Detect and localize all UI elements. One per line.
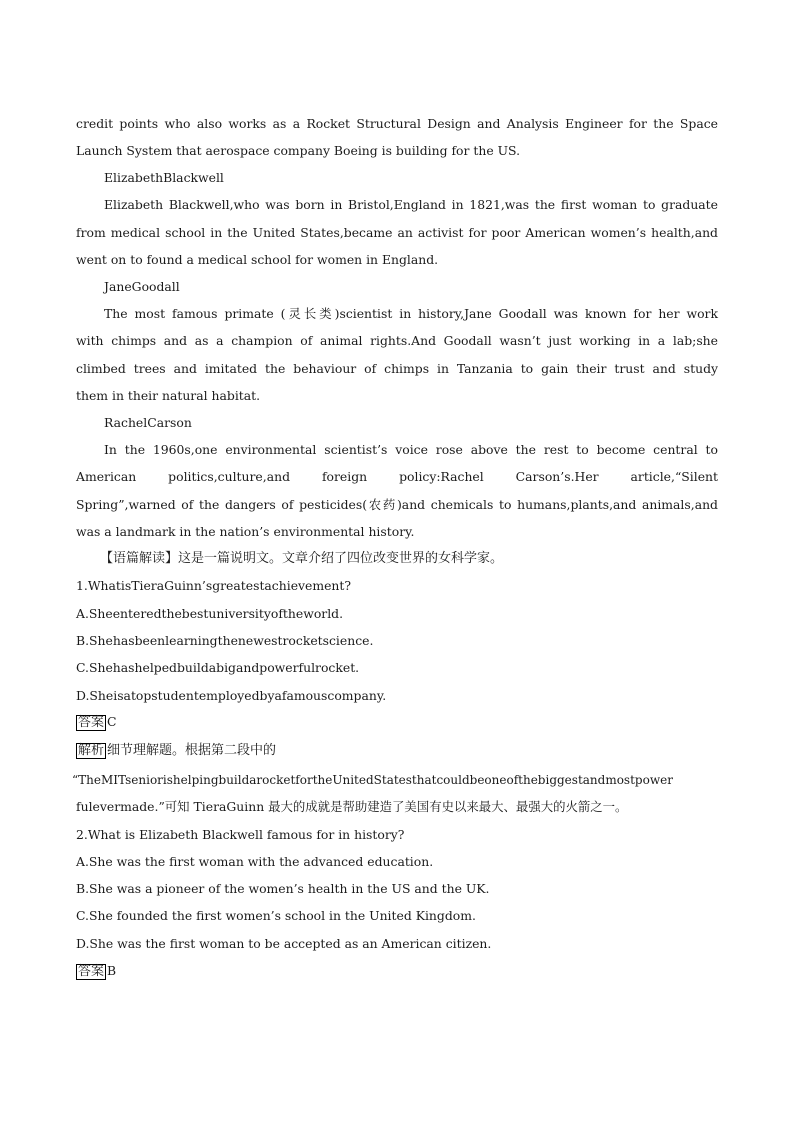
passage-line: In the 1960s,one environmental scientist’s voice rose above the rest to become central to bbox=[104, 442, 718, 457]
question-2: 2.What is Elizabeth Blackwell famous for in history? bbox=[76, 827, 405, 842]
q1-option-d: D.Sheisatopstudentemployedbyafamouscompany. bbox=[76, 688, 387, 703]
q1-analysis bbox=[76, 742, 718, 759]
q2-answer bbox=[76, 963, 718, 980]
passage-line: credit points who also works as a Rocket Structural Design and Analysis Engineer for the Space bbox=[76, 116, 718, 131]
passage-line: went on to found a medical school for women in England. bbox=[76, 252, 439, 267]
scientist-heading-carson: RachelCarson bbox=[104, 415, 192, 430]
analysis-quote: “TheMITseniorishelpingbuildarocketfortheUnitedStatesthatcouldbeoneofthebiggestandmostpower bbox=[72, 773, 673, 787]
answer-label-box: 答案 bbox=[78, 964, 105, 979]
passage-line: climbed trees and imitated the behaviour of chimps in Tanzania to gain their trust and study bbox=[76, 361, 718, 376]
q1-answer bbox=[76, 714, 718, 731]
q2-option-d: D.She was the first woman to be accepted as an American citizen. bbox=[76, 936, 492, 951]
passage-line: Elizabeth Blackwell,who was born in Bristol,England in 1821,was the first woman to graduate bbox=[104, 197, 718, 212]
q2-option-a: A.She was the first woman with the advanced education. bbox=[76, 854, 434, 869]
analysis-text: 细节理解题。根据第二段中的 bbox=[107, 743, 277, 758]
q1-option-c: C.Shehashelpedbuildabigandpowerfulrocket. bbox=[76, 660, 360, 675]
scientist-heading-blackwell: ElizabethBlackwell bbox=[104, 170, 224, 185]
passage-line: them in their natural habitat. bbox=[76, 388, 261, 403]
question-1: 1.WhatisTieraGuinn’sgreatestachievement? bbox=[76, 578, 352, 593]
passage-line: was a landmark in the nation’s environmental history. bbox=[76, 524, 415, 539]
analysis-conclusion: fulevermade.”可知 TieraGuinn 最大的成就是帮助建造了美国有史以来最大、最强大的火箭之一。 bbox=[76, 799, 628, 814]
passage-line: with chimps and as a champion of animal rights.And Goodall wasn’t just working in a lab;she bbox=[76, 333, 718, 348]
q2-option-c: C.She founded the first women’s school in the United Kingdom. bbox=[76, 908, 476, 923]
passage-line: from medical school in the United States,became an activist for poor American women’s health,and bbox=[76, 225, 718, 240]
answer-value: B bbox=[107, 963, 117, 978]
q2-option-b: B.She was a pioneer of the women’s health in the US and the UK. bbox=[76, 881, 490, 896]
passage-line: Launch System that aerospace company Boeing is building for the US. bbox=[76, 143, 521, 158]
answer-value: C bbox=[107, 714, 117, 729]
q1-option-a: A.Sheenteredthebestuniversityoftheworld. bbox=[76, 606, 344, 621]
answer-label-box: 答案 bbox=[78, 715, 105, 730]
scientist-heading-goodall: JaneGoodall bbox=[104, 279, 180, 294]
passage-line: American politics,culture,and foreign policy:Rachel Carson’s.Her article,“Silent bbox=[76, 469, 718, 484]
passage-line: Spring”,warned of the dangers of pesticides(农药)and chemicals to humans,plants,and animals,and bbox=[76, 497, 718, 512]
reading-note: 【语篇解读】这是一篇说明文。文章介绍了四位改变世界的女科学家。 bbox=[100, 551, 504, 566]
q1-option-b: B.Shehasbeenlearningthenewestrocketscience. bbox=[76, 633, 374, 648]
passage-line: The most famous primate (灵长类)scientist in history,Jane Goodall was known for her work bbox=[104, 306, 718, 321]
analysis-label-box: 解析 bbox=[78, 743, 105, 758]
